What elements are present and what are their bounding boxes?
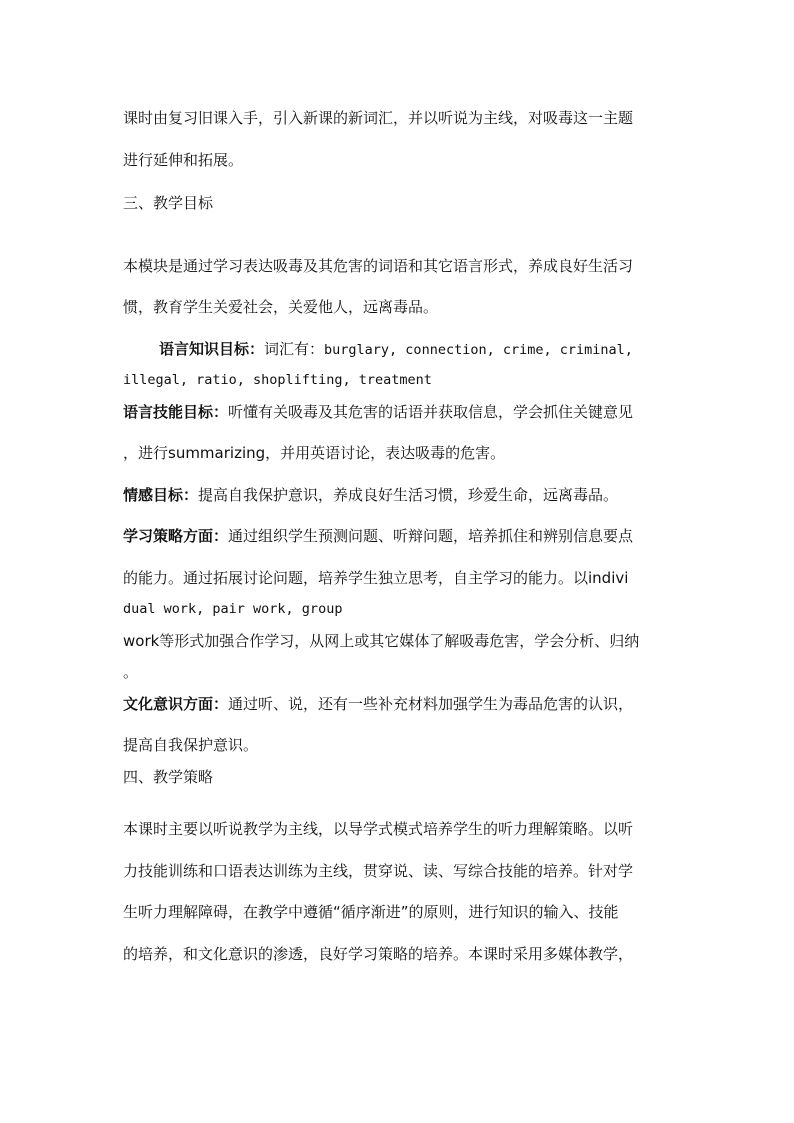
strategy-line-1 xyxy=(123,526,633,546)
intro-line-1: 课时由复习旧课入手，引入新课的新词汇，并以听说为主线，对吸毒这一主题 xyxy=(123,109,634,127)
section-3-heading: 三、教学目标 xyxy=(123,194,214,212)
section-4-line-4: 的培养，和文化意识的渗透，良好学习策略的培养。本课时采用多媒体教学， xyxy=(123,945,634,963)
vocab-line-1 xyxy=(159,339,633,360)
vocab-lead: 词汇有： xyxy=(264,340,325,358)
section-4-line-3: 生听力理解障碍，在教学中遵循“循序渐进”的原则，进行知识的输入、技能 xyxy=(123,903,619,921)
strategy-line-5: 。 xyxy=(123,663,139,681)
skills-line-1 xyxy=(123,402,633,422)
objective-line-1: 本模块是通过学习表达吸毒及其危害的词语和其它语言形式，养成良好生活习 xyxy=(123,257,634,275)
skills-line-2: ，进行summarizing，并用英语讨论，表达吸毒的危害。 xyxy=(123,444,506,462)
strategy-line-2: 的能力。通过拓展讨论问题，培养学生独立思考，自主学习的能力。以indivi xyxy=(123,569,629,587)
strategy-line-4: work等形式加强合作学习，从网上或其它媒体了解吸毒危害，学会分析、归纳 xyxy=(123,632,640,650)
culture-line-2: 提高自我保护意识。 xyxy=(123,736,259,754)
emotion-text: 提高自我保护意识，养成良好生活习惯，珍爱生命，远离毒品。 xyxy=(198,486,619,504)
intro-line-2: 进行延伸和拓展。 xyxy=(123,151,244,169)
section-4-heading: 四、教学策略 xyxy=(123,768,214,786)
objective-line-2: 惯，教育学生关爱社会，关爱他人，远离毒品。 xyxy=(123,298,439,316)
strategy-line-3: dual work, pair work, group xyxy=(123,601,343,617)
vocab-words-2: illegal, ratio, shoplifting, treatment xyxy=(123,372,432,388)
skills-text-1: 听懂有关吸毒及其危害的话语并获取信息，学会抓住关键意见 xyxy=(228,403,634,421)
culture-line-1 xyxy=(123,694,633,714)
emotion-label: 情感目标： xyxy=(123,486,199,504)
vocab-label: 语言知识目标： xyxy=(159,340,265,358)
section-4-line-2: 力技能训练和口语表达训练为主线，贯穿说、读、写综合技能的培养。针对学 xyxy=(123,862,634,880)
skills-label: 语言技能目标： xyxy=(123,403,229,421)
culture-label: 文化意识方面： xyxy=(123,695,229,713)
section-4-line-1: 本课时主要以听说教学为主线，以导学式模式培养学生的听力理解策略。以听 xyxy=(123,820,634,838)
strategy-label: 学习策略方面： xyxy=(123,527,229,545)
vocab-words-1: burglary, connection, crime, criminal, xyxy=(324,342,633,358)
emotion-line xyxy=(123,485,618,505)
strategy-text-1: 通过组织学生预测问题、听辩问题，培养抓住和辨别信息要点 xyxy=(228,527,634,545)
culture-text-1: 通过听、说，还有一些补充材料加强学生为毒品危害的认识， xyxy=(228,695,634,713)
